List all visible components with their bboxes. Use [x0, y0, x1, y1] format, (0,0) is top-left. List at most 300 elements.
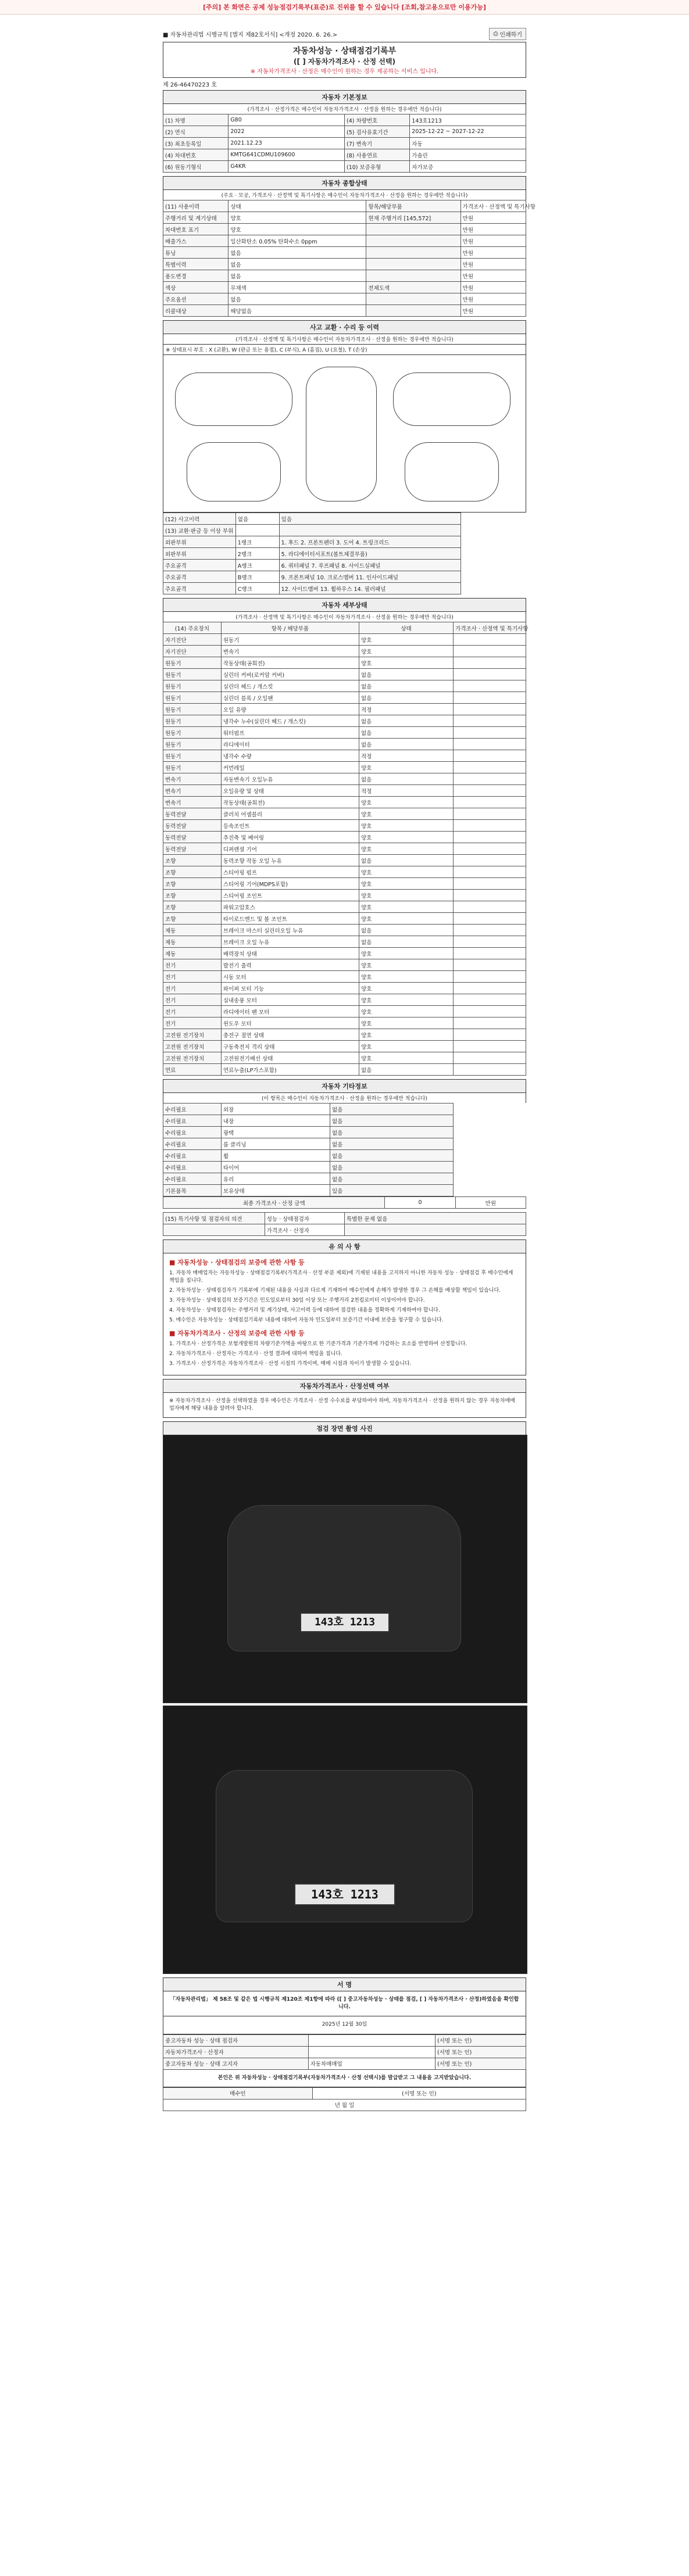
item-label: 룸 클리닝 — [221, 1138, 330, 1150]
signature-cell: (서명 또는 인) — [435, 2046, 526, 2058]
status-value: 없음 — [330, 1173, 454, 1185]
system-label: 동력전달 — [163, 843, 222, 855]
system-label: 원동기 — [163, 715, 222, 727]
group-label: 수리필요 — [163, 1150, 222, 1162]
item-label: 원동기 — [221, 634, 359, 646]
rank-label — [235, 525, 279, 536]
price-note: 만원 — [460, 270, 526, 282]
system-label: 자기진단 — [163, 646, 222, 657]
field-label: (6) 원동기형식 — [163, 161, 229, 173]
inspector-table — [163, 1212, 526, 1236]
note-paragraph: 2. 자동차가격조사 · 산정자는 가격조사 · 산정 결과에 대하여 책임을 집니다. — [169, 1351, 342, 1357]
field-value: KMTG641CDMU109600 — [229, 149, 345, 161]
system-label: 연료 — [163, 1064, 222, 1076]
overall-sub: (주요 · 모공, 가격조사 · 산정액 및 특기사항은 매수인이 자동차가격조사 · 산정을 원하는 경우에만 적습니다) — [163, 189, 526, 200]
status-value: 양호 — [359, 808, 453, 820]
system-label: 원동기 — [163, 669, 222, 680]
table-row — [163, 948, 526, 959]
other-sub: (이 항목은 매수인이 자동차가격조사 · 산정을 원하는 경우에만 적습니다) — [163, 1092, 526, 1103]
price-note — [454, 1029, 526, 1041]
name-value — [308, 2034, 435, 2046]
item-label: 구동축전지 격리 상태 — [221, 1041, 359, 1052]
system-label: 전기 — [163, 1017, 222, 1029]
status-value: 양호 — [359, 994, 453, 1006]
doc-number: 제 26-46470223 호 — [163, 82, 217, 88]
status-value: 양호 — [359, 878, 453, 890]
group-label: 주요골격 — [163, 571, 236, 583]
table-row — [163, 750, 526, 762]
price-note — [454, 797, 526, 808]
price-note: 만원 — [460, 259, 526, 270]
note-paragraph: 4. 자동차성능 · 상태점검자는 주행거리 및 계기상태, 사고이력 등에 대하여 점검한 내용을 정확하게 기재하여야 합니다. — [169, 1307, 440, 1314]
table-row — [163, 149, 526, 161]
table-row — [163, 1041, 526, 1052]
group-label: 외판부위 — [163, 548, 236, 560]
item-label: 추진축 및 베어링 — [221, 832, 359, 843]
price-note — [454, 669, 526, 680]
column-header: 가격조사 · 산정액 및 특기사항 — [454, 622, 526, 634]
group-label: 주요골격 — [163, 583, 236, 594]
license-plate: 143호 1213 — [300, 1613, 390, 1632]
part-value — [366, 293, 460, 305]
note-paragraph: 2. 자동차성능 · 상태점검자가 기록부에 기재된 내용을 사실과 다르게 기재하여 매수인에게 손해가 발생한 경우 그 손해를 배상할 책임이 있습니다. — [169, 1288, 501, 1294]
status-value: 없음 — [229, 247, 366, 259]
item-label: 내장 — [221, 1115, 330, 1127]
price-note: 만원 — [460, 305, 526, 317]
car-rear-drawing — [405, 442, 499, 501]
part-value — [366, 247, 460, 259]
detail-sub: (가격조사 · 산정액 및 특기사항은 매수인이 자동차가격조사 · 산정을 원하는 경우에만 적습니다) — [163, 611, 526, 622]
name-value: 자동차매매업 — [308, 2058, 435, 2069]
damage-head: 사고 교환 · 수리 등 이력 — [163, 320, 526, 334]
table-row — [163, 855, 526, 866]
status-value: 양호 — [229, 212, 366, 224]
field-label: (4) 차량번호 — [344, 114, 409, 126]
table-row — [163, 1115, 526, 1127]
table-row — [163, 1029, 526, 1041]
item-label: 실린더 블록 / 오일팬 — [221, 692, 359, 704]
price-note — [454, 646, 526, 657]
other-table — [163, 1103, 526, 1196]
status-value: 양호 — [359, 1029, 453, 1041]
table-row — [163, 513, 526, 525]
status-value: 적정 — [359, 704, 453, 715]
table-row — [163, 114, 526, 126]
item-label: 스티어링 펌프 — [221, 866, 359, 878]
status-value: 없음 — [359, 727, 453, 739]
price-note — [454, 901, 526, 913]
signature-cell: (서명 또는 인) — [435, 2034, 526, 2046]
status-value: 없음 — [330, 1104, 454, 1115]
field-value: 143호1213 — [410, 114, 526, 126]
other-head: 자동차 기타정보 — [163, 1079, 526, 1092]
price-note: 만원 — [460, 212, 526, 224]
price-note — [454, 1006, 526, 1017]
buyer-table — [163, 2087, 526, 2111]
status-value: 없음 — [330, 1138, 454, 1150]
group-label: (13) 교환·판금 등 이상 부위 — [163, 525, 236, 536]
table-row — [163, 785, 526, 797]
table-row — [163, 270, 526, 282]
part-value: 현재 주행거리 [145,572] — [366, 212, 460, 224]
price-note — [454, 739, 526, 750]
item-label: 실내송풍 모터 — [221, 994, 359, 1006]
sign-table — [163, 2034, 526, 2070]
column-header: (14) 주요장치 — [163, 622, 222, 634]
status-value: 양호 — [359, 657, 453, 669]
item-label: 스티어링 기어(MDPS포함) — [221, 878, 359, 890]
system-label: 제동 — [163, 948, 222, 959]
system-label: 동력전달 — [163, 820, 222, 832]
field-value: 2021.12.23 — [229, 138, 345, 149]
price-note — [454, 808, 526, 820]
detail-table — [163, 622, 529, 1076]
price-note — [454, 843, 526, 855]
car-right-side-drawing — [393, 372, 510, 426]
item-label: 냉각수 수량 — [221, 750, 359, 762]
item-label: 광택 — [221, 1127, 330, 1138]
table-row — [163, 994, 526, 1006]
table-row — [163, 1017, 526, 1029]
table-row — [163, 669, 526, 680]
photo-head: 점검 장면 촬영 사진 — [163, 1421, 526, 1435]
table-row — [163, 1224, 526, 1236]
table-row — [163, 657, 526, 669]
table-row — [163, 773, 526, 785]
rank-label: 없음 — [235, 513, 279, 525]
field-label: (5) 검사유효기간 — [344, 126, 409, 138]
system-label: 고전원 전기장치 — [163, 1041, 222, 1052]
table-row — [163, 808, 526, 820]
status-value: 양호 — [359, 1017, 453, 1029]
status-value: 양호 — [359, 797, 453, 808]
part-value: 항목/해당부품 — [366, 200, 460, 212]
price-note — [454, 994, 526, 1006]
status-value: 없음 — [359, 739, 453, 750]
role-label: 중고자동차 성능 · 상태 점검자 — [163, 2034, 309, 2046]
rank-label: C랭크 — [235, 583, 279, 594]
price-note — [454, 762, 526, 773]
status-value: 없음 — [330, 1115, 454, 1127]
table-row — [163, 1127, 526, 1138]
consent-head: 자동차가격조사 · 산정선택 여부 — [163, 1379, 526, 1392]
table-row — [163, 843, 526, 855]
table-row — [163, 739, 526, 750]
item-label: 라디에이터 팬 모터 — [221, 1006, 359, 1017]
item-label: 브레이크 마스터 실린더오일 누유 — [221, 925, 359, 936]
parts-list: 6. 쿼터패널 7. 루프패널 8. 사이드실패널 — [279, 560, 460, 571]
status-value: 적정 — [359, 785, 453, 797]
group-label: 수리필요 — [163, 1162, 222, 1173]
sign-date: 2025년 12월 30일 — [163, 2016, 526, 2034]
field-label: (7) 변속기 — [344, 138, 409, 149]
signature-cell: (서명 또는 인) — [435, 2058, 526, 2069]
item-label: 와이퍼 모터 기능 — [221, 983, 359, 994]
table-row — [163, 571, 526, 583]
table-row — [163, 126, 526, 138]
group-label: 기본품목 — [163, 1185, 222, 1196]
status-value: 양호 — [359, 971, 453, 983]
status-value: 양호 — [359, 983, 453, 994]
price-note: 만원 — [460, 293, 526, 305]
table-row — [163, 983, 526, 994]
field-label: (10) 보증유형 — [344, 161, 409, 173]
system-label: 원동기 — [163, 739, 222, 750]
price-note: 만원 — [460, 247, 526, 259]
price-note: 만원 — [460, 224, 526, 235]
print-button[interactable] — [489, 28, 526, 40]
item-label: 디퍼렌셜 기어 — [221, 843, 359, 855]
item-label: 주행거리 및 계기상태 — [163, 212, 229, 224]
status-value: 없음 — [229, 259, 366, 270]
status-value: 양호 — [359, 1006, 453, 1017]
table-row — [163, 212, 526, 224]
system-label: 원동기 — [163, 762, 222, 773]
system-label: 원동기 — [163, 727, 222, 739]
system-label: 전기 — [163, 959, 222, 971]
system-label: 조향 — [163, 866, 222, 878]
field-value: G4KR — [229, 161, 345, 173]
item-label: 튜닝 — [163, 247, 229, 259]
price-note — [454, 913, 526, 925]
status-value: 없음 — [359, 692, 453, 704]
parts-list: 12. 사이드멤버 13. 휠하우스 14. 필러패널 — [279, 583, 460, 594]
item-label: 자동변속기 오일누유 — [221, 773, 359, 785]
table-row — [163, 692, 526, 704]
status-value: 양호 — [359, 820, 453, 832]
table-row — [163, 2034, 526, 2046]
item-label: 동력조향 작동 오일 누유 — [221, 855, 359, 866]
table-row — [163, 548, 526, 560]
overall-table — [163, 200, 536, 317]
table-row — [163, 259, 526, 270]
buyer-label: 매수인 — [163, 2087, 313, 2099]
notes-heading-1: ■ 자동차성능 · 상태점검의 보증에 관한 사항 등 — [169, 1259, 305, 1266]
rank-label: A랭크 — [235, 560, 279, 571]
table-row — [163, 2046, 526, 2058]
system-label: 변속기 — [163, 785, 222, 797]
note-paragraph: 1. 자동차 매매업자는 자동차성능 · 상태점검기록부(가격조사 · 산정 부분 제외)에 기재된 내용을 고지하지 아니한 자동차 성능 · 상태점검 후 매수인에게 책임을 집니다. — [169, 1270, 513, 1284]
item-label: (11) 사용이력 — [163, 200, 229, 212]
table-row — [163, 704, 526, 715]
car-damage-diagram — [163, 354, 526, 513]
price-note — [454, 855, 526, 866]
table-row — [163, 200, 526, 212]
table-row — [163, 878, 526, 890]
role-label: 가격조사 · 산정자 — [265, 1224, 344, 1236]
status-value: 적정 — [359, 750, 453, 762]
price-note — [454, 680, 526, 692]
system-label: 동력전달 — [163, 808, 222, 820]
table-row — [163, 646, 526, 657]
item-label: 브레이크 오일 누유 — [221, 936, 359, 948]
item-label: 라디에이터 — [221, 739, 359, 750]
rank-label: B랭크 — [235, 571, 279, 583]
table-header-row — [163, 622, 526, 634]
status-value: 양호 — [359, 843, 453, 855]
field-label: (1) 차명 — [163, 114, 229, 126]
item-label: 충전구 절연 상태 — [221, 1029, 359, 1041]
price-note — [454, 925, 526, 936]
part-value — [366, 305, 460, 317]
item-label: 실린더 커버(로커암 커버) — [221, 669, 359, 680]
overall-head: 자동차 종합상태 — [163, 176, 526, 189]
table-row — [163, 138, 526, 149]
status-value: 양호 — [359, 913, 453, 925]
item-label: 외장 — [221, 1104, 330, 1115]
system-label: 고전원 전기장치 — [163, 1052, 222, 1064]
system-label: 조향 — [163, 890, 222, 901]
table-row — [163, 2058, 526, 2069]
item-label: 클러치 어셈블리 — [221, 808, 359, 820]
parts-list: 5. 라디에이터서포트(볼트체결부품) — [279, 548, 460, 560]
system-label: 전기 — [163, 994, 222, 1006]
item-label: 파워고압호스 — [221, 901, 359, 913]
final-price-table — [163, 1196, 526, 1209]
system-label: 조향 — [163, 913, 222, 925]
status-value: 일산화탄소 0.05% 탄화수소 0ppm — [229, 235, 366, 247]
group-label: 수리필요 — [163, 1104, 222, 1115]
license-plate: 143호 1213 — [294, 1883, 395, 1905]
group-label: 수리필요 — [163, 1115, 222, 1127]
system-label: 원동기 — [163, 750, 222, 762]
item-label: 워터펌프 — [221, 727, 359, 739]
item-label: 냉각수 누수(실린더 헤드 / 개스킷) — [221, 715, 359, 727]
item-label: 배력장치 상태 — [221, 948, 359, 959]
status-value: 없음 — [359, 669, 453, 680]
status-value: 없음 — [330, 1150, 454, 1162]
damage-legend: ※ 상태표시 부호 : X (교환), W (판금 또는 용접), C (부식), A (흠집), U (요철), T (손상) — [163, 344, 526, 354]
item-label: 작동상태(공회전) — [221, 657, 359, 669]
table-row — [163, 715, 526, 727]
price-note — [454, 890, 526, 901]
notes-head: 유 의 사 항 — [163, 1239, 526, 1253]
system-label: 조향 — [163, 878, 222, 890]
price-note — [454, 727, 526, 739]
table-row — [163, 583, 526, 594]
table-row — [163, 1162, 526, 1173]
field-value: 가솔린 — [410, 149, 526, 161]
car-left-side-drawing — [175, 372, 292, 426]
item-label: 변속기 — [221, 646, 359, 657]
status-value: 없음 — [359, 680, 453, 692]
table-row — [163, 247, 526, 259]
group-label: 주요골격 — [163, 560, 236, 571]
status-value: 양호 — [359, 832, 453, 843]
status-value: 무채색 — [229, 282, 366, 293]
item-label: 유리 — [221, 1173, 330, 1185]
price-note — [454, 704, 526, 715]
status-value: 상태 — [229, 200, 366, 212]
system-label: 원동기 — [163, 657, 222, 669]
table-row — [163, 832, 526, 843]
buyer-sign[interactable]: (서명 또는 인) — [312, 2087, 526, 2099]
opinion-text: 특별한 문제 없음 — [344, 1213, 526, 1224]
table-row — [163, 560, 526, 571]
field-value: 자가보증 — [410, 161, 526, 173]
status-value: 양호 — [359, 634, 453, 646]
sign-statement: 「자동차관리법」 제 58조 및 같은 법 시행규칙 제120조 제1항에 따라 ([ ] 중고자동차성능 · 상태를 점검, [ ] 자동차가격조사 · 산정)하였음을 확인합니다. — [163, 1991, 526, 2016]
table-row — [163, 1064, 526, 1076]
basic-info-table — [163, 114, 526, 173]
price-note — [454, 1064, 526, 1076]
item-label: 커먼레일 — [221, 762, 359, 773]
status-value: 있음 — [330, 1185, 454, 1196]
field-value: 자동 — [410, 138, 526, 149]
system-label: 조향 — [163, 855, 222, 866]
price-note — [454, 971, 526, 983]
role-label: 성능 · 상태점검자 — [265, 1213, 344, 1224]
price-note — [454, 1017, 526, 1029]
item-label: 타이로드엔드 및 볼 조인트 — [221, 913, 359, 925]
note-paragraph: 3. 가격조사 · 산정가격은 자동차가격조사 · 산정 시점의 가격이며, 매매 시점과 차이가 발생할 수 있습니다. — [169, 1361, 412, 1367]
price-note — [454, 959, 526, 971]
status-value: 양호 — [359, 948, 453, 959]
table-row — [163, 925, 526, 936]
field-label: (4) 차대번호 — [163, 149, 229, 161]
title-box — [163, 42, 526, 78]
status-value: 없음 — [330, 1162, 454, 1173]
buyer-date: 년 월 일 — [163, 2099, 526, 2111]
item-label: 고전원전기배선 상태 — [221, 1052, 359, 1064]
system-label: 변속기 — [163, 773, 222, 785]
item-label: 오일유량 및 상태 — [221, 785, 359, 797]
table-row — [163, 913, 526, 925]
doc-title: 자동차성능 · 상태점검기록부 — [292, 46, 397, 56]
table-row — [163, 1052, 526, 1064]
status-value: 없음 — [229, 270, 366, 282]
basic-info-head: 자동차 기본정보 — [163, 90, 526, 103]
part-value — [366, 270, 460, 282]
group-label: 수리필요 — [163, 1138, 222, 1150]
item-label: 스티어링 조인트 — [221, 890, 359, 901]
item-label: 등속조인트 — [221, 820, 359, 832]
table-row — [163, 536, 526, 548]
column-header: 상태 — [359, 622, 453, 634]
status-value: 없음 — [359, 855, 453, 866]
item-label: 시동 모터 — [221, 971, 359, 983]
part-value: 전체도색 — [366, 282, 460, 293]
parts-list: 9. 프론트패널 10. 크로스멤버 11. 인사이드패널 — [279, 571, 460, 583]
item-label: 보유상태 — [221, 1185, 330, 1196]
note-paragraph: 5. 매수인은 자동차성능 · 상태점검기록부 내용에 대하여 자동차 인도일부터 보증기간 이내에 보증을 청구할 수 있습니다. — [169, 1317, 444, 1324]
item-label: 작동상태(공회전) — [221, 797, 359, 808]
name-value — [308, 2046, 435, 2058]
field-value: 2022 — [229, 126, 345, 138]
table-row — [163, 890, 526, 901]
status-value: 없음 — [330, 1127, 454, 1138]
damage-table — [163, 513, 526, 594]
notice-banner: [주의] 본 화면은 공제 성능점검기록부(표준)로 진위를 할 수 있습니다 [조회,참고용으로만 이용가능] — [0, 0, 689, 15]
price-note: 만원 — [460, 282, 526, 293]
parts-list — [279, 525, 460, 536]
consent-text: ※ 자동차가격조사 · 산정을 선택하였을 경우 매수인은 가격조사 · 산정 수수료를 부담하여야 하며, 자동차가격조사 · 산정을 원하지 않는 경우 자동차매매업자에게 해당 내용을 알려야 합니다. — [163, 1392, 526, 1418]
car-front-drawing — [187, 442, 281, 501]
table-row — [163, 959, 526, 971]
print-label: 인쇄하기 — [499, 31, 522, 38]
table-row — [163, 224, 526, 235]
status-value: 양호 — [229, 224, 366, 235]
system-label: 전기 — [163, 971, 222, 983]
price-note — [454, 878, 526, 890]
table-row — [163, 727, 526, 739]
item-label: 윈도우 모터 — [221, 1017, 359, 1029]
table-row — [163, 305, 526, 317]
sign-footer: 본인은 위 자동차성능 · 상태점검기록부(자동차가격조사 · 산정 선택시)를 발급받고 그 내용을 고지받았습니다. — [163, 2070, 526, 2087]
system-label: 제동 — [163, 925, 222, 936]
system-label: 변속기 — [163, 797, 222, 808]
table-row — [163, 1006, 526, 1017]
